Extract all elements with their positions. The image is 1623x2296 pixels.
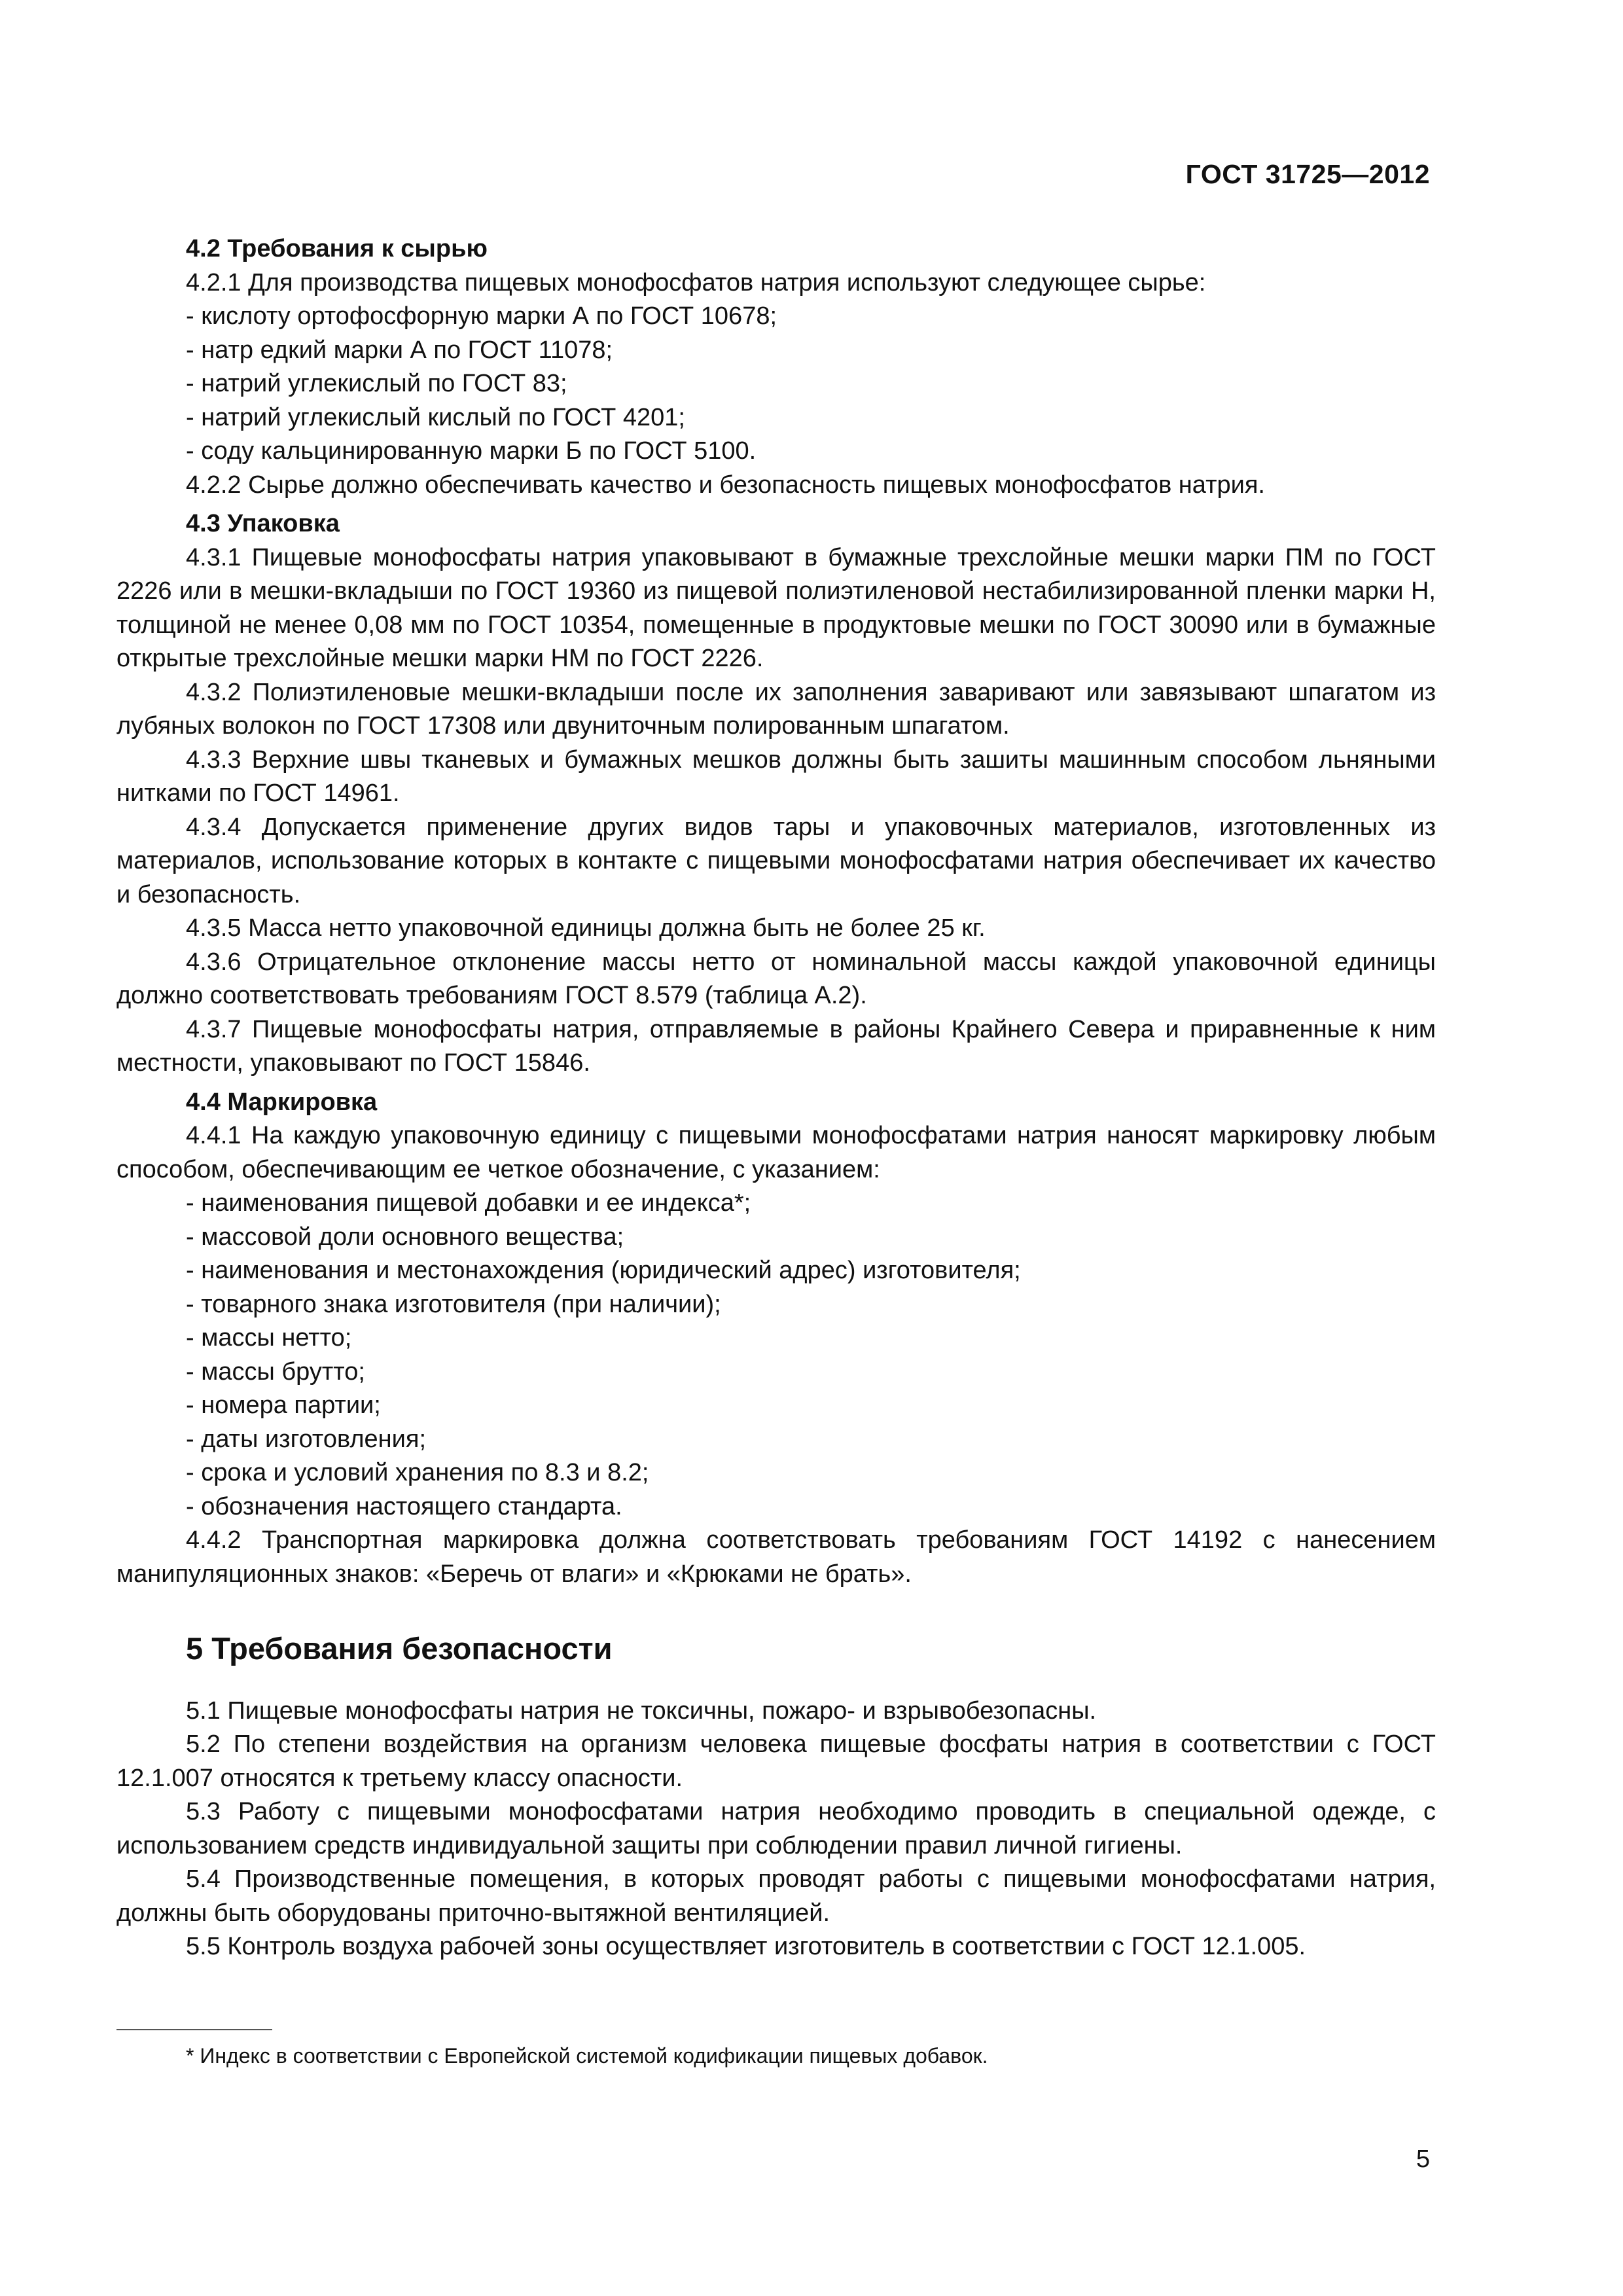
paragraph-4-3-4: 4.3.4 Допускается применение других видов тары и упаковочных материалов, изготовленных из материалов, использование которых в контакте с пищевыми монофосфатами натрия обеспечивает их качество и безопасность.: [116, 813, 1436, 908]
paragraph-5-1: 5.1 Пищевые монофосфаты натрия не токсичны, пожаро- и взрывобезопасны.: [186, 1696, 1097, 1725]
paragraph-4-3-1: 4.3.1 Пищевые монофосфаты натрия упаковывают в бумажные трехслойные мешки марки ПМ по ГОСТ 2226 или в мешки-вкладыши по ГОСТ 19360 из пищевой полиэтиленовой нестабилизированной пленки марки Н, толщиной не менее 0,08 мм по ГОСТ 10354, помещенные в продуктовые мешки по ГОСТ 30090 или в бумажные открытые трехслойные мешки марки НМ по ГОСТ 2226.: [116, 543, 1436, 672]
paragraph-4-3-2: 4.3.2 Полиэтиленовые мешки-вкладыши после их заполнения заваривают или завязывают шпагатом из лубяных волокон по ГОСТ 17308 или двуниточным полированным шпагатом.: [116, 678, 1436, 740]
section-4-4-title: 4.4 Маркировка: [186, 1088, 378, 1116]
list-item: - кислоту ортофосфорную марки А по ГОСТ 10678;: [186, 302, 777, 330]
list-item: - соду кальцинированную марки Б по ГОСТ 5100.: [186, 437, 757, 465]
paragraph-4-4-2: 4.4.2 Транспортная маркировка должна соответствовать требованиям ГОСТ 14192 с нанесением манипуляционных знаков: «Беречь от влаги» и «Крюками не брать».: [116, 1526, 1436, 1588]
paragraph-5-3: 5.3 Работу с пищевыми монофосфатами натрия необходимо проводить в специальной одежде, с использованием средств индивидуальной защиты при соблюдении правил личной гигиены.: [116, 1798, 1436, 1859]
list-item: - натрий углекислый кислый по ГОСТ 4201;: [186, 403, 685, 431]
paragraph-4-2-2: 4.2.2 Сырье должно обеспечивать качество и безопасность пищевых монофосфатов натрия.: [186, 471, 1265, 499]
list-item: - срока и условий хранения по 8.3 и 8.2;: [186, 1459, 649, 1486]
footnote-divider: [116, 2029, 272, 2030]
paragraph-4-3-6: 4.3.6 Отрицательное отклонение массы нетто от номинальной массы каждой упаковочной единицы должно соответствовать требованиям ГОСТ 8.579 (таблица А.2).: [116, 948, 1436, 1009]
list-item: - массы нетто;: [186, 1324, 352, 1352]
list-item: - наименования и местонахождения (юридический адрес) изготовителя;: [186, 1257, 1021, 1284]
list-item: - товарного знака изготовителя (при наличии);: [186, 1290, 721, 1318]
section-4-3-title: 4.3 Упаковка: [186, 510, 340, 537]
paragraph-4-3-5: 4.3.5 Масса нетто упаковочной единицы должна быть не более 25 кг.: [186, 914, 986, 942]
list-item: - массы брутто;: [186, 1357, 365, 1386]
document-body: [116, 232, 1436, 1964]
paragraph-5-2: 5.2 По степени воздействия на организм человека пищевые фосфаты натрия в соответствии с ГОСТ 12.1.007 относятся к третьему классу опасности.: [116, 1731, 1436, 1792]
footnote: * Индекс в соответствии с Европейской системой кодификации пищевых добавок.: [186, 2044, 988, 2068]
paragraph-4-3-3: 4.3.3 Верхние швы тканевых и бумажных мешков должны быть зашиты машинным способом льняными нитками по ГОСТ 14961.: [116, 745, 1436, 807]
paragraph-4-4-1: 4.4.1 На каждую упаковочную единицу с пищевыми монофосфатами натрия наносят маркировку любым способом, обеспечивающим ее четкое обозначение, с указанием:: [116, 1122, 1436, 1183]
list-item: - даты изготовления;: [186, 1425, 427, 1453]
list-item: - номера партии;: [186, 1391, 381, 1419]
section-4-2-title: 4.2 Требования к сырью: [186, 235, 488, 262]
list-item: - натрий углекислый по ГОСТ 83;: [186, 370, 567, 397]
list-item: - наименования пищевой добавки и ее индекса*;: [186, 1189, 751, 1217]
list-item: - массовой доли основного вещества;: [186, 1223, 624, 1251]
paragraph-5-4: 5.4 Производственные помещения, в которых проводят работы с пищевыми монофосфатами натрия, должны быть оборудованы приточно-вытяжной вентиляцией.: [116, 1865, 1436, 1927]
paragraph-5-5: 5.5 Контроль воздуха рабочей зоны осуществляет изготовитель в соответствии с ГОСТ 12.1.005.: [186, 1933, 1306, 1960]
list-item: - натр едкий марки А по ГОСТ 11078;: [186, 336, 613, 364]
page-number: 5: [1416, 2145, 1430, 2173]
list-item: - обозначения настоящего стандарта.: [186, 1492, 622, 1520]
section-5-title: 5 Требования безопасности: [186, 1631, 613, 1666]
paragraph-4-2-1: 4.2.1 Для производства пищевых монофосфатов натрия используют следующее сырье:: [186, 268, 1206, 296]
paragraph-4-3-7: 4.3.7 Пищевые монофосфаты натрия, отправляемые в районы Крайнего Севера и приравненные к ним местности, упаковывают по ГОСТ 15846.: [116, 1015, 1436, 1077]
standard-header: ГОСТ 31725—2012: [1185, 159, 1430, 189]
